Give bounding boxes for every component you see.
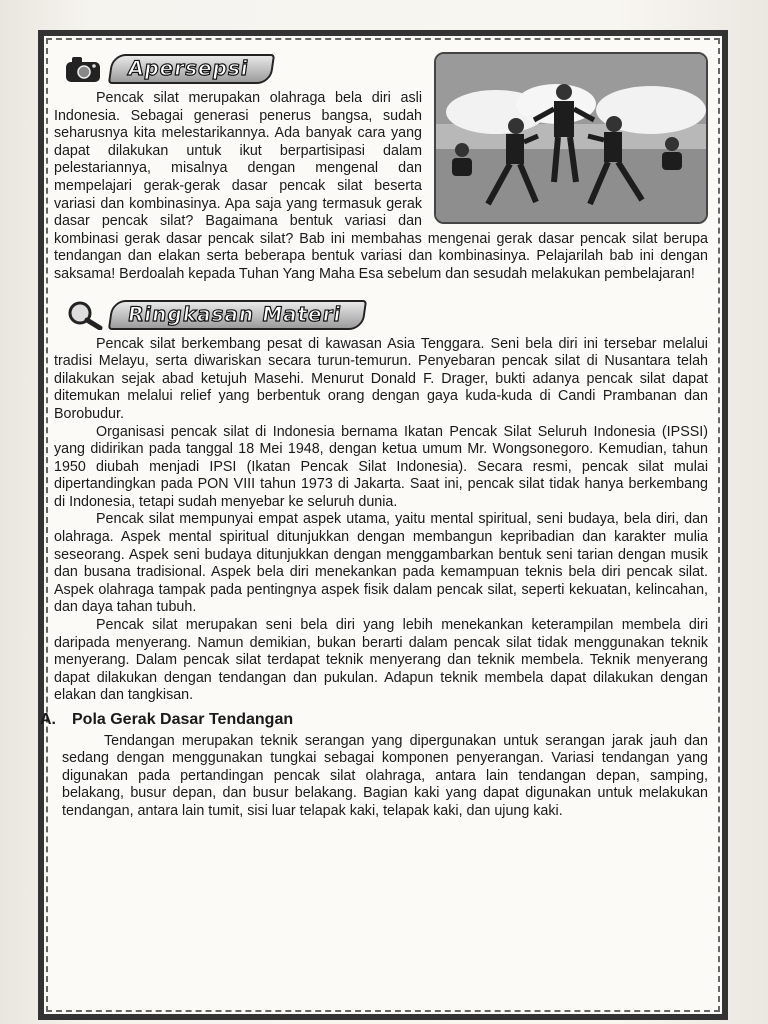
apersepsi-paragraph: Pencak silat merupakan olahraga bela diri asli Indonesia. Sebagai generasi penerus bangsa, sudah seharusnya kita melestarikannya. Ada banyak cara yang dapat dilakukan untuk ikut berpartisipasi dalam pelestariannya, misalnya dengan mengenal dan mempelajari gerak-gerak dasar pencak silat beserta variasi dan kombinasinya. Apa saja yang termasuk gerak dasar pencak silat? Bagaimana bentuk variasi dan kombinasi gerak dasar pencak silat? Bab ini membahas mengenai gerak dasar pencak silat berupa tendangan dan elakan serta beberapa bentuk variasi dan kombinasinya. Pelajarilah bab ini dengan saksama! Berdoalah kepada Tuhan Yang Maha Esa sebelum dan sesudah melakukan pembelajaran! (54, 90, 708, 282)
illustration-artwork (436, 54, 706, 222)
page-content (40, 52, 708, 821)
apersepsi-banner (64, 52, 273, 86)
ringkasan-title: Ringkasan Materi (108, 300, 368, 330)
apersepsi-title: Apersepsi (108, 54, 275, 84)
ringkasan-paragraph-1: Pencak silat berkembang pesat di kawasan Asia Tenggara. Seni bela diri ini tersebar melalui tradisi Melayu, serta diwariskan secara turun-temurun. Penyebaran pencak silat di Nusantara telah dilakukan sejak abad ketujuh Masehi. Menurut Donald F. Drager, bukti adanya pencak silat dapat ditemukan melalui relief yang berbentuk orang dengan gaya kuda-kuda di Candi Prambanan dan Borobudur. (54, 335, 708, 422)
section-a-body (54, 733, 708, 821)
magnifier-icon (64, 300, 104, 330)
camera-icon (64, 54, 104, 84)
ringkasan-paragraph-2: Organisasi pencak silat di Indonesia bernama Ikatan Pencak Silat Seluruh Indonesia (IPSSI) yang didirikan pada tanggal 18 Mei 1948, dengan ketua umum Mr. Wongsonegoro. Kemudian, tahun 1950 diubah menjadi IPSI (Ikatan Pencak Silat Indonesia). Secara resmi, pencak silat mulai dipertandingkan pada PON VIII tahun 1973 di Jakarta. Saat ini, pencak silat tidak hanya berkembang di Indonesia, tetapi sudah menyebar ke seluruh dunia. (54, 423, 708, 510)
section-a-letter: A. (40, 711, 56, 728)
pencak-silat-illustration (434, 52, 708, 224)
ringkasan-banner (64, 298, 365, 332)
ringkasan-paragraph-3: Pencak silat mempunyai empat aspek utama, yaitu mental spiritual, seni budaya, bela diri, dan olahraga. Aspek mental spiritual ditunjukkan dengan membangun kepribadian dan karakter mulia seseorang. Aspek seni budaya ditunjukkan dengan menggambarkan bentuk seni tarian dengan musik dan busana tradisional. Aspek bela diri menekankan pada kemampuan teknis bela diri pencak silat. Aspek olahraga tampak pada pentingnya aspek fisik dalam pencak silat, seperti kekuatan, kelincahan, dan daya tahan tubuh. (54, 511, 708, 616)
section-a-paragraph: Tendangan merupakan teknik serangan yang dipergunakan untuk serangan jarak jauh dan sedang dengan menggunakan tungkai sebagai komponen penyerangan. Variasi tendangan yang digunakan pada pertandingan pencak silat olahraga, antara lain tendangan depan, samping, belakang, busur depan, dan busur belakang. Bagian kaki yang dapat digunakan untuk melakukan tendangan, antara lain tumit, sisi luar telapak kaki, telapak kaki, dan ujung kaki. (62, 732, 708, 819)
section-a-title: Pola Gerak Dasar Tendangan (72, 711, 294, 728)
section-a-heading (40, 711, 708, 729)
ringkasan-paragraph-4: Pencak silat merupakan seni bela diri yang lebih menekankan keterampilan membela diri daripada menyerang. Namun demikian, bukan berarti dalam pencak silat tidak menggunakan teknik menyerang. Dalam pencak silat terdapat teknik menyerang dan teknik membela. Teknik menyerang dapat dilakukan dengan tendangan dan pukulan. Adapun teknik membela dapat dilakukan dengan elakan dan tangkisan. (54, 617, 708, 704)
